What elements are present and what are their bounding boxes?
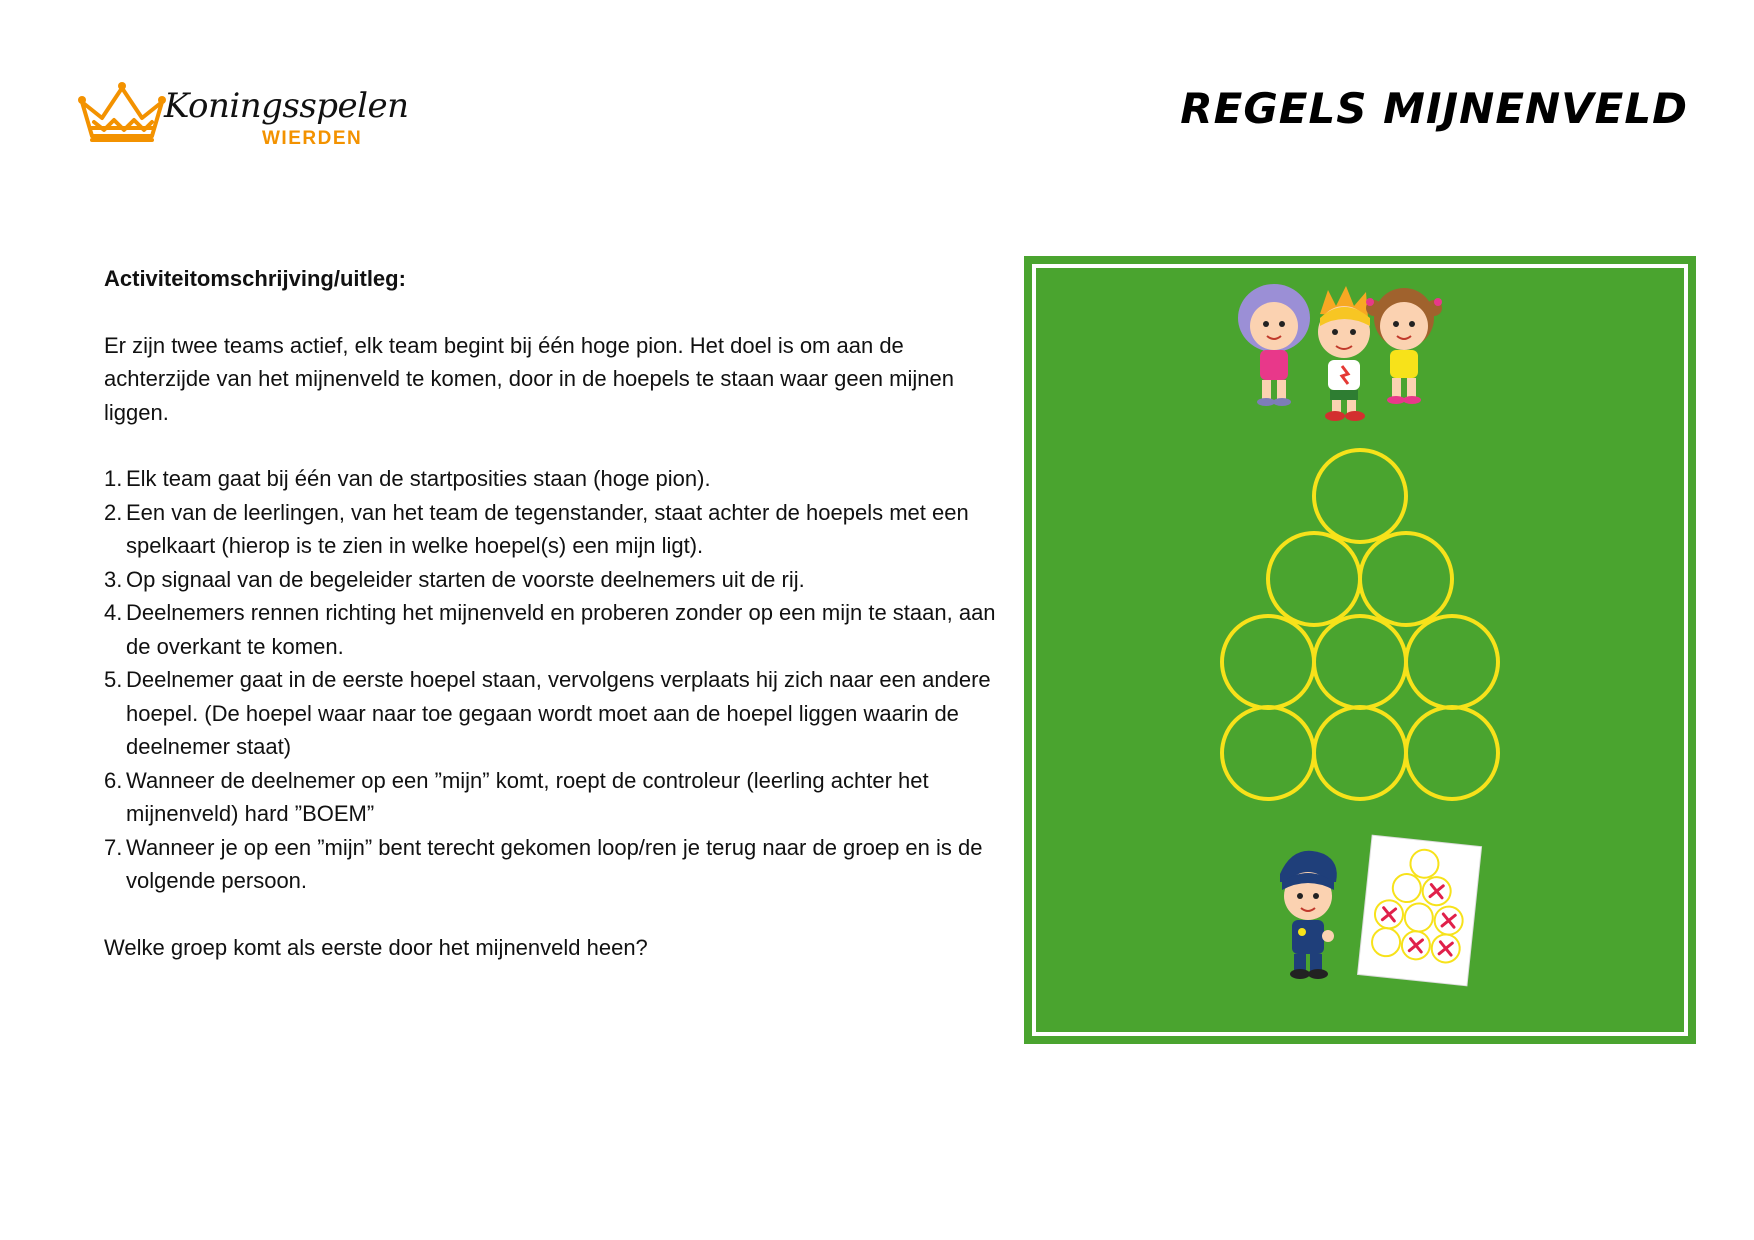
rule-number: 3.	[104, 566, 123, 592]
crown-icon	[76, 80, 166, 152]
rule-item	[104, 764, 1004, 831]
rules-list	[104, 462, 1004, 898]
rule-number: 1.	[104, 466, 123, 491]
rule-text: Wanneer je op een ”mijn” bent terecht gekomen loop/ren je terug naar de groep en is de volgende persoon.	[126, 834, 983, 893]
rule-text: Een van de leerlingen, van het team de tegenstander, staat achter de hoepels met een spelkaart (hierop is te zien in welke hoepel(s) een mijn ligt).	[126, 499, 969, 558]
rule-number: 6.	[104, 767, 123, 793]
rule-item	[104, 663, 1004, 764]
rule-text: Deelnemers rennen richting het mijnenveld en proberen zonder op een mijn te staan, aan de overkant te komen.	[126, 600, 996, 659]
kids-team-illustration	[1238, 284, 1442, 421]
rule-item	[104, 462, 1004, 496]
closing-question: Welke groep komt als eerste door het mijnenveld heen?	[104, 934, 648, 960]
rule-number: 5.	[104, 667, 123, 692]
koningsspelen-logo	[76, 80, 409, 160]
rule-item	[104, 563, 1004, 597]
rule-item	[104, 596, 1004, 663]
logo-name: Koningsspelen	[164, 86, 409, 126]
rule-number: 4.	[104, 600, 123, 625]
intro-paragraph: Er zijn twee teams actief, elk team begint bij één hoge pion. Het doel is om aan de achterzijde van het mijnenveld te komen, door in de hoepels te staan waar geen mijnen liggen.	[104, 332, 954, 425]
rule-number: 7.	[104, 834, 123, 860]
rule-text: Op signaal van de begeleider starten de voorste deelnemers uit de rij.	[126, 566, 805, 592]
minefield-illustration	[1024, 256, 1696, 1044]
minefield-svg	[1024, 256, 1696, 1044]
rule-item	[104, 831, 1004, 898]
page-title: REGELS MIJNENVELD	[1180, 84, 1688, 133]
rule-text: Wanneer de deelnemer op een ”mijn” komt, roept de controleur (leerling achter het mijnenveld) hard ”BOEM”	[126, 767, 929, 826]
rule-text: Deelnemer gaat in de eerste hoepel staan, vervolgens verplaats hij zich naar een andere hoepel. (De hoepel waar naar toe gegaan wordt moet aan de hoepel liggen waarin de deelnemer staat)	[126, 667, 991, 759]
logo-subtitle: WIERDEN	[262, 128, 363, 149]
rule-number: 2.	[104, 499, 123, 525]
rules-content	[104, 262, 1004, 964]
description-heading: Activiteitomschrijving/uitleg:	[104, 266, 406, 291]
rule-text: Elk team gaat bij één van de startposities staan (hoge pion).	[126, 466, 711, 491]
game-card	[1358, 835, 1482, 986]
rule-item	[104, 496, 1004, 563]
